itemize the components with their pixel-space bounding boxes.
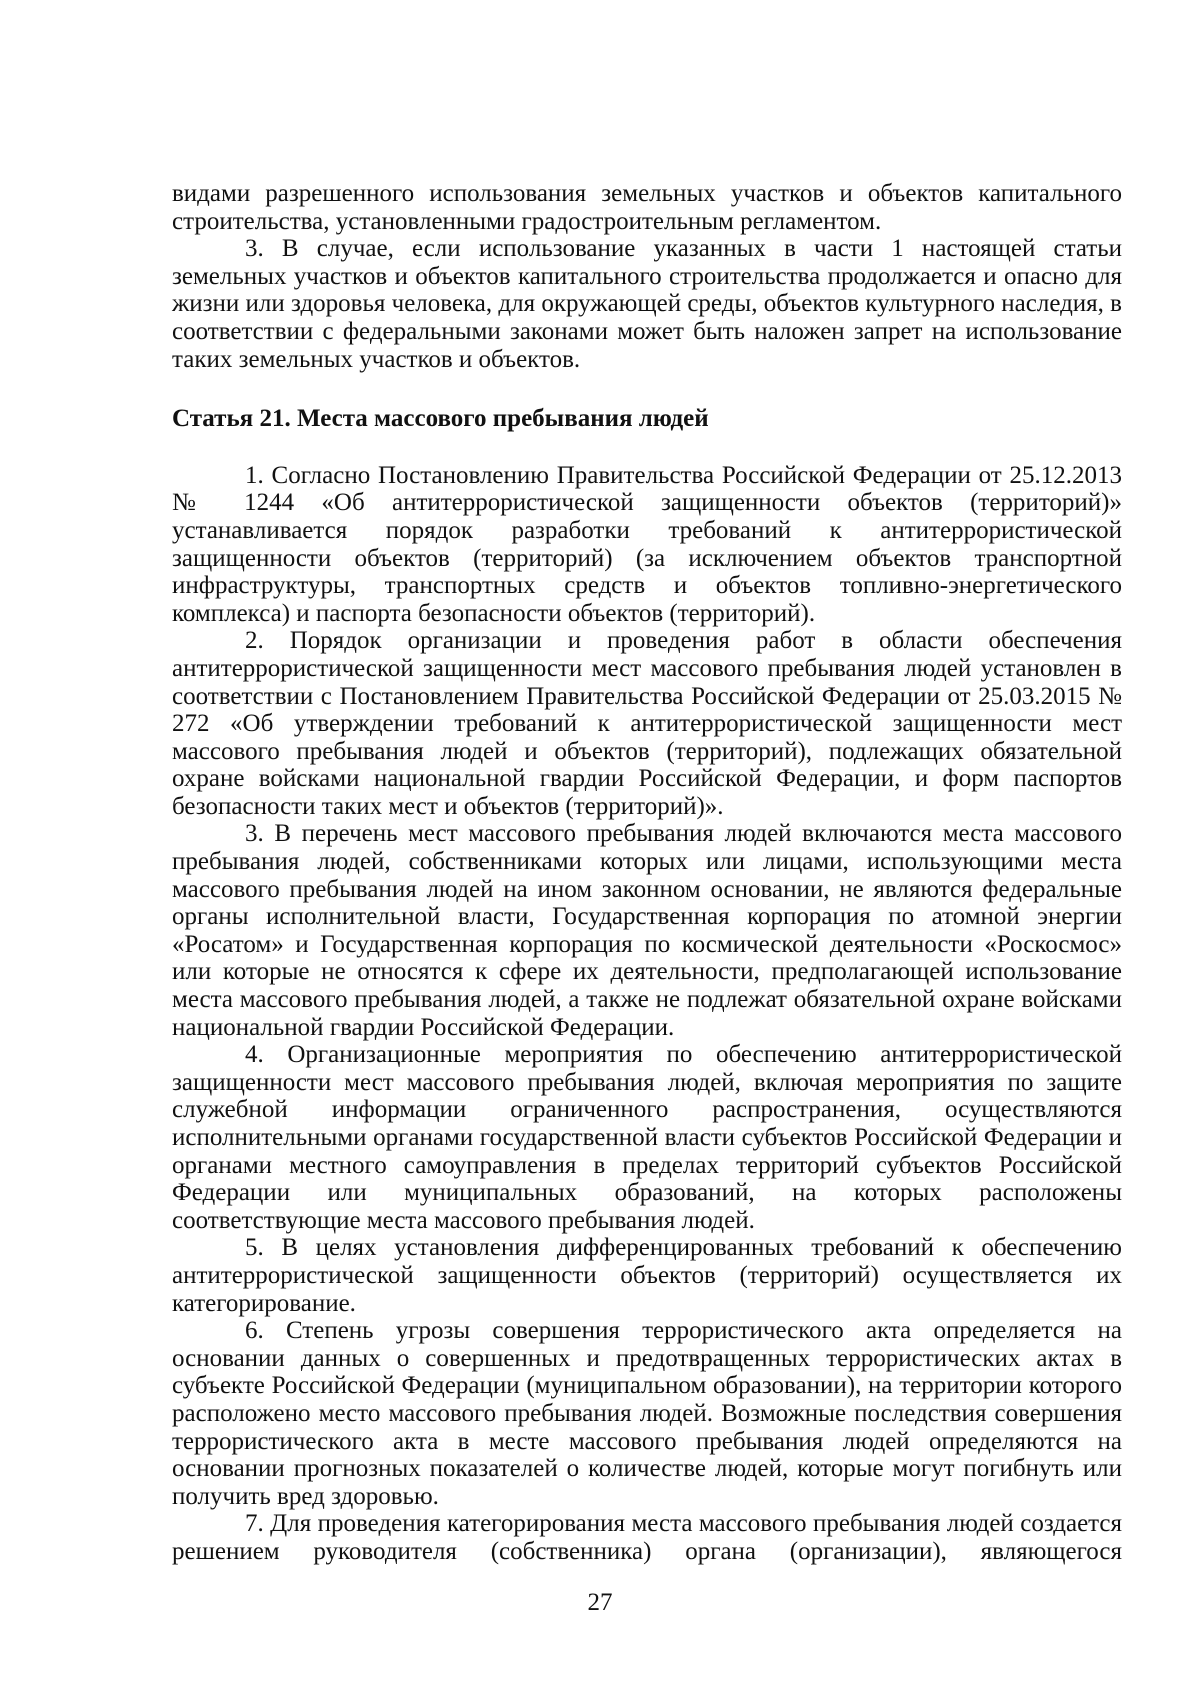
- article-item-4: 4. Организационные мероприятия по обеспечению антитеррористической защищенности мест массового пребывания людей, включая мероприятия по защите служебной информации ограниченного распространения, осуществляются исполнительными органами государственной власти субъектов Российской Федерации и органами местного самоуправления в пределах территорий субъектов Российской Федерации или муниципальных образований, на которых расположены соответствующие места массового пребывания людей.: [172, 1041, 1122, 1234]
- article-item-3: 3. В перечень мест массового пребывания людей включаются места массового пребывания людей, собственниками которых или лицами, использующими места массового пребывания людей на ином законном основании, не являются федеральные органы исполнительной власти, Государственная корпорация по атомной энергии «Росатом» и Государственная корпорация по космической деятельности «Роскосмос» или которые не относятся к сфере их деятельности, предполагающей использование места массового пребывания людей, а также не подлежат обязательной охране войсками национальной гвардии Российской Федерации.: [172, 820, 1122, 1041]
- article-item-1: 1. Согласно Постановлению Правительства Российской Федерации от 25.12.2013 № 1244 «Об антитеррористической защищенности объектов (территорий)» устанавливается порядок разработки требований к антитеррористической защищенности объектов (территорий) (за исключением объектов транспортной инфраструктуры, транспортных средств и объектов топливно-энергетического комплекса) и паспорта безопасности объектов (территорий).: [172, 461, 1122, 627]
- intro-item-3-paragraph: 3. В случае, если использование указанных в части 1 настоящей статьи земельных участков и объектов капитального строительства продолжается и опасно для жизни или здоровья человека, для окружающей среды, объектов культурного наследия, в соответствии с федеральными законами может быть наложен запрет на использование таких земельных участков и объектов.: [172, 235, 1122, 373]
- article-item-5: 5. В целях установления дифференцированных требований к обеспечению антитеррористической защищенности объектов (территорий) осуществляется их категорирование.: [172, 1234, 1122, 1317]
- document-page: [172, 180, 1122, 1566]
- page-number: 27: [587, 1589, 613, 1616]
- intro-continuation-paragraph: видами разрешенного использования земельных участков и объектов капитального строительства, установленными градостроительным регламентом.: [172, 180, 1122, 235]
- article-item-7: 7. Для проведения категорирования места массового пребывания людей создается решением руководителя (собственника) органа (организации), являющегося: [172, 1510, 1122, 1565]
- article-item-6: 6. Степень угрозы совершения террористического акта определяется на основании данных о совершенных и предотвращенных террористических актах в субъекте Российской Федерации (муниципальном образовании), на территории которого расположено место массового пребывания людей. Возможные последствия совершения террористического акта в месте массового пребывания людей определяются на основании прогнозных показателей о количестве людей, которые могут погибнуть или получить вред здоровью.: [172, 1317, 1122, 1510]
- article-item-2: 2. Порядок организации и проведения работ в области обеспечения антитеррористической защищенности мест массового пребывания людей установлен в соответствии с Постановлением Правительства Российской Федерации от 25.03.2015 № 272 «Об утверждении требований к антитеррористической защищенности мест массового пребывания людей и объектов (территорий), подлежащих обязательной охране войсками национальной гвардии Российской Федерации, и форм паспортов безопасности таких мест и объектов (территорий)».: [172, 627, 1122, 820]
- article-heading: Статья 21. Места массового пребывания людей: [172, 405, 709, 433]
